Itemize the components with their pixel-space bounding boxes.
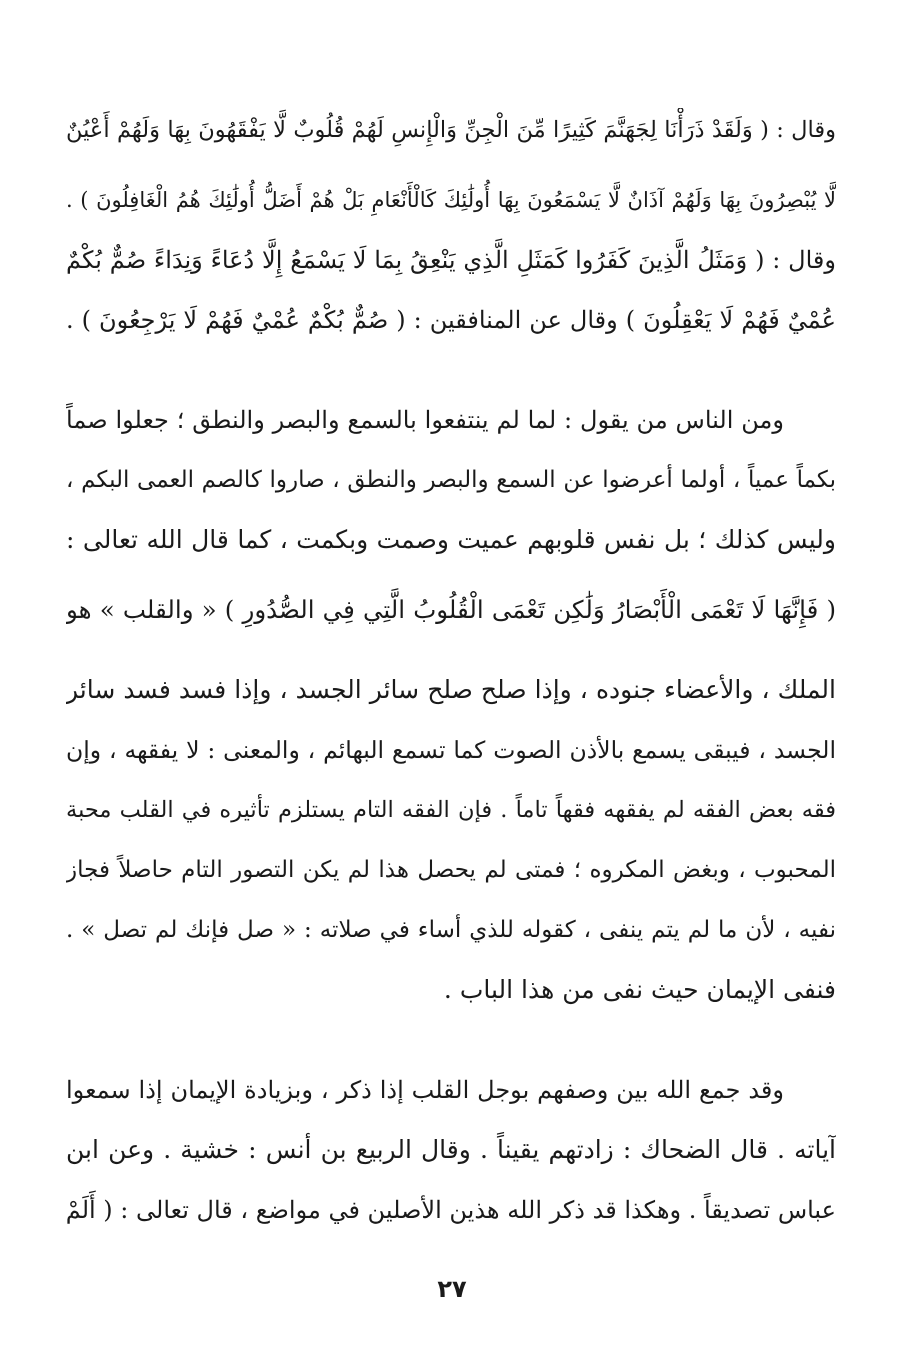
text-line: لَّا يُبْصِرُونَ بِهَا وَلَهُمْ آذَانٌ لَّا يَسْمَعُونَ بِهَا أُولَٰئِكَ كَالْأَنْعَامِ بَلْ هُمْ أَضَلُّ أُولَٰئِكَ هُمُ الْغَافِلُونَ ) . [66, 188, 836, 212]
text-line: وقال : ( وَمَثَلُ الَّذِينَ كَفَرُوا كَمَثَلِ الَّذِي يَنْعِقُ بِمَا لَا يَسْمَعُ إِلَّا دُعَاءً وَنِدَاءً صُمٌّ بُكْمٌ [66, 246, 836, 274]
text-line: الجسد ، فيبقى يسمع بالأذن الصوت كما تسمع البهائم ، والمعنى : لا يفقهه ، وإن [66, 736, 836, 764]
text-line: نفيه ، لأن ما لم يتم ينفى ، كقوله للذي أساء في صلاته : « صل فإنك لم تصل » . [66, 917, 836, 943]
text-line: عباس تصديقاً . وهكذا قد ذكر الله هذين الأصلين في مواضع ، قال تعالى : ( أَلَمْ [66, 1196, 836, 1224]
text-line: آياته . قال الضحاك : زادتهم يقيناً . وقال الربيع بن أنس : خشية . وعن ابن [66, 1135, 836, 1164]
text-line: وقد جمع الله بين وصفهم بوجل القلب إذا ذكر ، وبزيادة الإيمان إذا سمعوا [66, 1076, 784, 1104]
text-line: ( فَإِنَّهَا لَا تَعْمَى الْأَبْصَارُ وَلَٰكِن تَعْمَى الْقُلُوبُ الَّتِي فِي الصُّدُورِ ) « والقلب » هو [66, 595, 836, 624]
text-line: وليس كذلك ؛ بل نفس قلوبهم عميت وصمت وبكمت ، كما قال الله تعالى : [66, 525, 836, 554]
text-line: ومن الناس من يقول : لما لم ينتفعوا بالسمع والبصر والنطق ؛ جعلوا صماً [66, 406, 784, 434]
text-line: فنفى الإيمان حيث نفى من هذا الباب . [443, 975, 836, 1004]
text-line: بكماً عمياً ، أولما أعرضوا عن السمع والبصر والنطق ، صاروا كالصم العمى البكم ، [66, 467, 836, 493]
text-line: الملك ، والأعضاء جنوده ، وإذا صلح صلح سائر الجسد ، وإذا فسد فسد سائر [66, 675, 836, 704]
text-line: وقال : ( وَلَقَدْ ذَرَأْنَا لِجَهَنَّمَ كَثِيرًا مِّنَ الْجِنِّ وَالْإِنسِ لَهُمْ قُلُوبٌ لَّا يَفْقَهُونَ بِهَا وَلَهُمْ أَعْيُنٌ [66, 117, 836, 143]
page-number: ٢٧ [437, 1275, 467, 1303]
text-line: عُمْيٌ فَهُمْ لَا يَعْقِلُونَ ) وقال عن المنافقين : ( صُمٌّ بُكْمٌ عُمْيٌ فَهُمْ لَا يَرْجِعُونَ ) . [66, 306, 836, 334]
text-line: فقه بعض الفقه لم يفقهه فقهاً تاماً . فإن الفقه التام يستلزم تأثيره في القلب محبة [66, 797, 836, 823]
text-line: المحبوب ، وبغض المكروه ؛ فمتى لم يحصل هذا لم يكن التصور التام حاصلاً فجاز [66, 857, 836, 883]
